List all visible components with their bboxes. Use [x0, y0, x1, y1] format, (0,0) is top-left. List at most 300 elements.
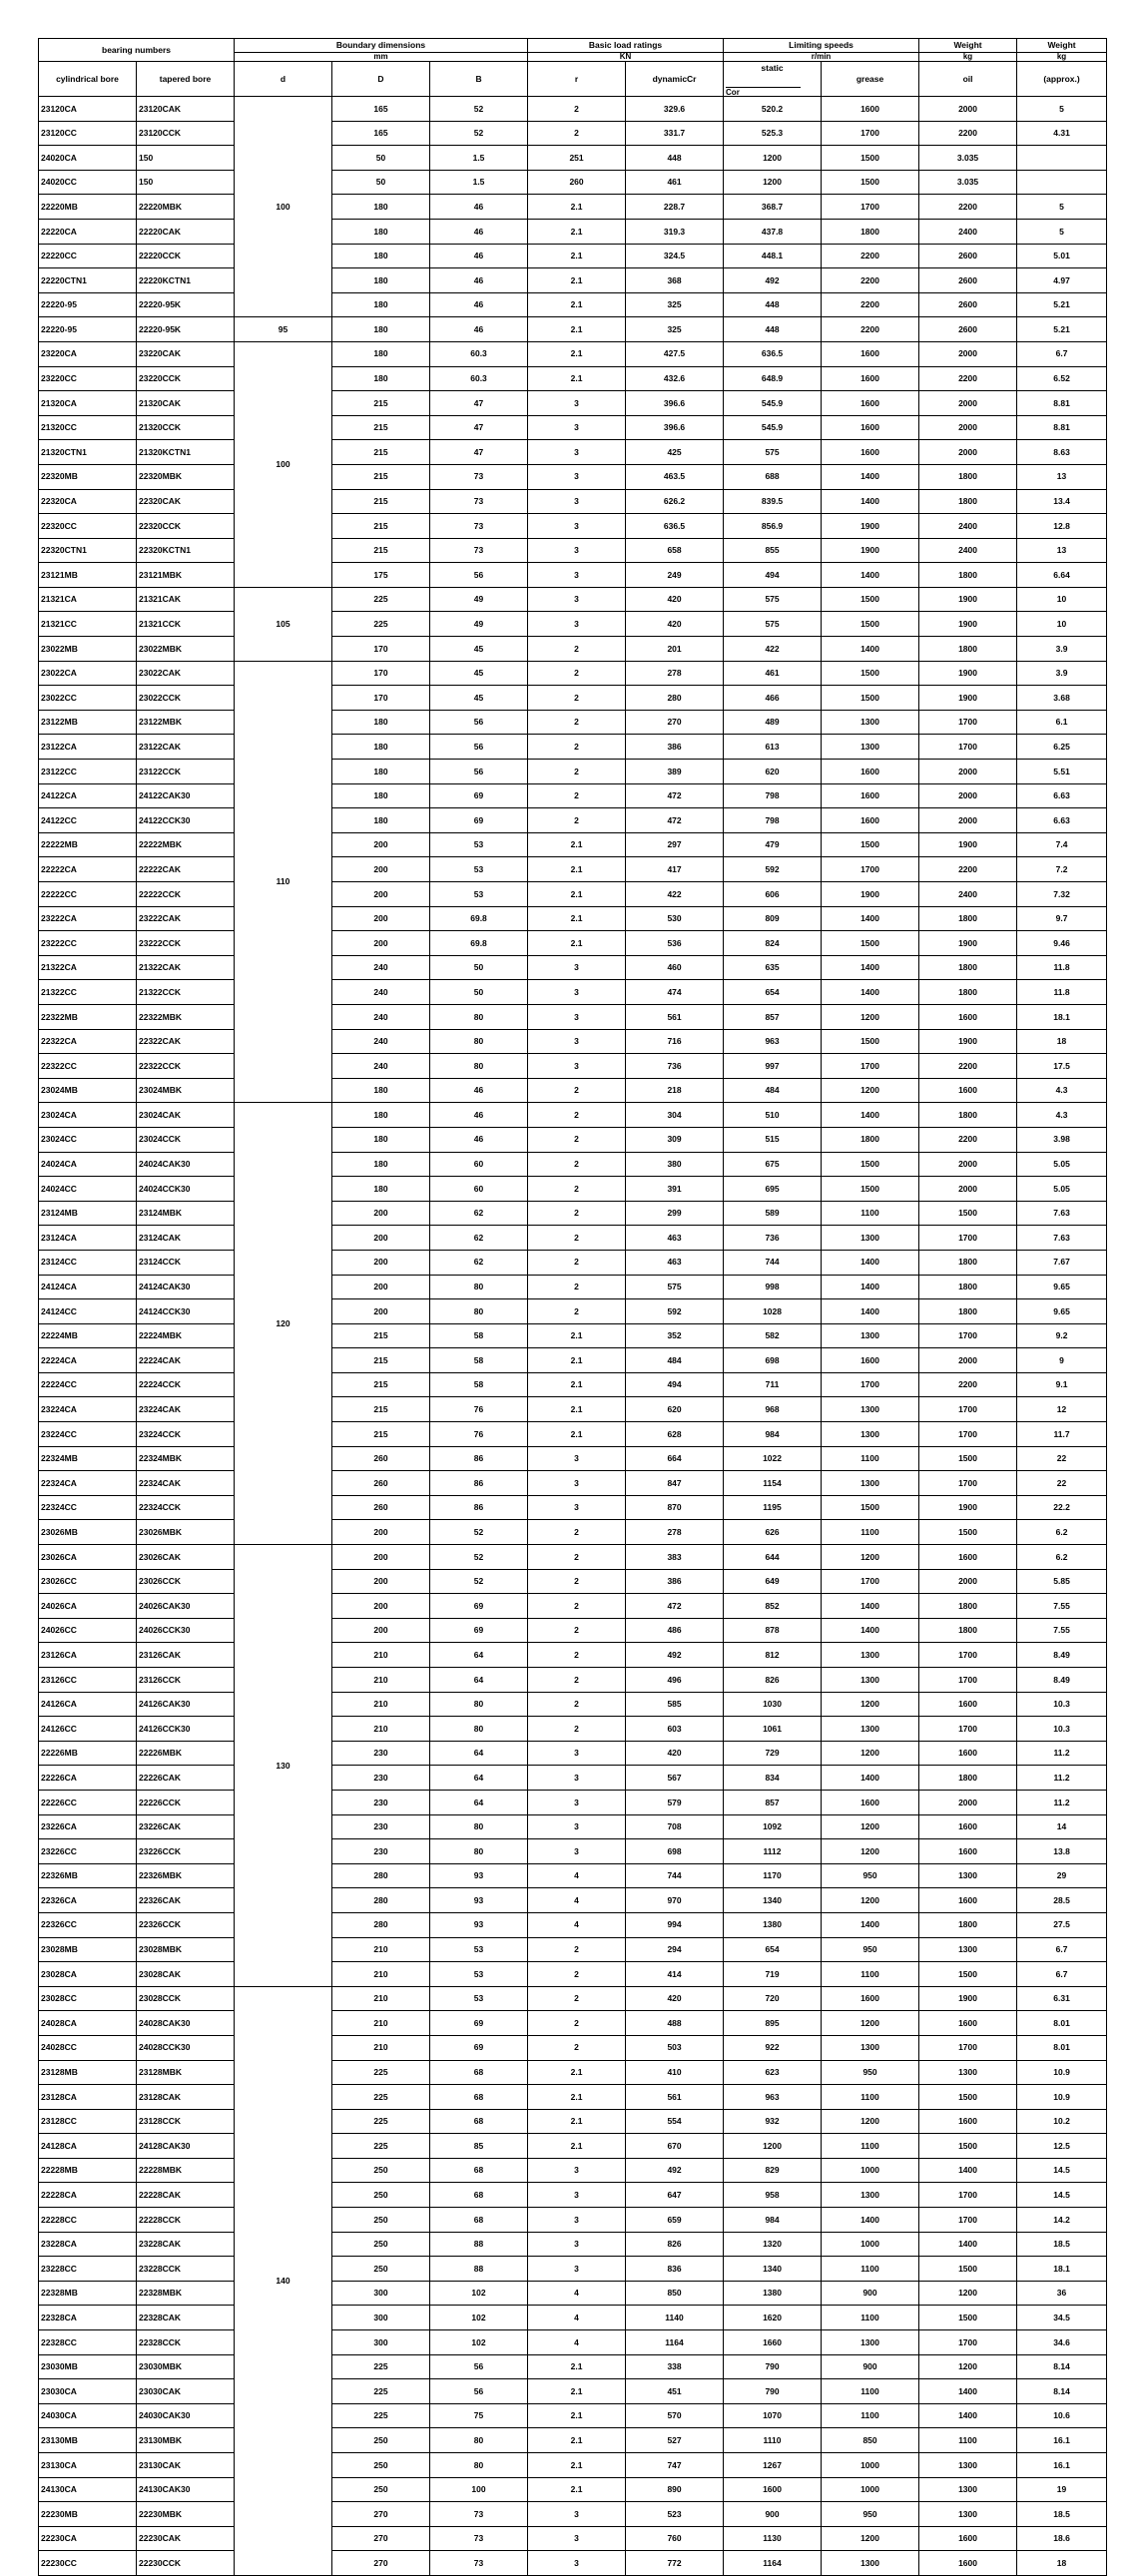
- cell-cylindrical-bore: 24026CC: [39, 1618, 137, 1643]
- cell-cylindrical-bore: 22224CA: [39, 1348, 137, 1373]
- table-row: [39, 2035, 1107, 2060]
- cell-r: 3: [528, 489, 626, 514]
- cell-r: 3: [528, 415, 626, 440]
- cell-dynamic-cr: 201: [626, 637, 724, 662]
- cell-dynamic-cr: 484: [626, 1348, 724, 1373]
- cell-dynamic-cr: 427.5: [626, 341, 724, 366]
- cell-grease: 1100: [822, 1446, 919, 1471]
- cell-weight: 9: [1017, 1348, 1107, 1373]
- cell-cylindrical-bore: 24028CC: [39, 2035, 137, 2060]
- cell-dynamic-cr: 228.7: [626, 195, 724, 220]
- cell-r: 4: [528, 2330, 626, 2355]
- cell-cylindrical-bore: 23120CA: [39, 97, 137, 122]
- cell-width: 53: [430, 857, 528, 882]
- table-row: [39, 2085, 1107, 2110]
- table-row: [39, 735, 1107, 760]
- cell-grease: 1200: [822, 1692, 919, 1717]
- cell-width: 46: [430, 219, 528, 244]
- cell-cylindrical-bore: 23126CA: [39, 1643, 137, 1668]
- cell-grease: 950: [822, 1863, 919, 1888]
- cell-grease: 850: [822, 2428, 919, 2453]
- cell-grease: 950: [822, 2060, 919, 2085]
- cell-dynamic-cr: 329.6: [626, 97, 724, 122]
- cell-width: 52: [430, 1569, 528, 1594]
- cell-outer-diameter: 200: [332, 1201, 430, 1226]
- cell-static-cor: 922: [724, 2035, 822, 2060]
- cell-width: 53: [430, 882, 528, 907]
- cell-dynamic-cr: 744: [626, 1863, 724, 1888]
- cell-cylindrical-bore: 22324CC: [39, 1495, 137, 1520]
- cell-dynamic-cr: 331.7: [626, 121, 724, 146]
- cell-static-cor: 1340: [724, 2257, 822, 2282]
- cell-dynamic-cr: 294: [626, 1937, 724, 1962]
- cell-cylindrical-bore: 22322MB: [39, 1004, 137, 1029]
- cell-tapered-bore: 23030MBK: [137, 2354, 235, 2379]
- cell-outer-diameter: 230: [332, 1814, 430, 1839]
- cell-r: 2: [528, 2035, 626, 2060]
- cell-static-cor: 1195: [724, 1495, 822, 1520]
- cell-dynamic-cr: 472: [626, 808, 724, 833]
- cell-grease: 1600: [822, 1790, 919, 1814]
- cell-weight: 6.2: [1017, 1520, 1107, 1545]
- unit-rpm: r/min: [724, 53, 919, 62]
- cell-width: 76: [430, 1397, 528, 1422]
- table-row: [39, 1741, 1107, 1766]
- cell-oil: 2000: [919, 440, 1017, 465]
- cell-r: 2.1: [528, 366, 626, 391]
- cell-oil: 1800: [919, 955, 1017, 980]
- cell-width: 49: [430, 587, 528, 612]
- table-row: [39, 1299, 1107, 1324]
- cell-dynamic-cr: 870: [626, 1495, 724, 1520]
- cell-grease: 1800: [822, 1127, 919, 1152]
- cell-r: 2: [528, 1545, 626, 1570]
- table-row: [39, 1888, 1107, 1913]
- table-header: [39, 39, 1107, 97]
- cell-dynamic-cr: 368: [626, 268, 724, 293]
- table-row: [39, 710, 1107, 735]
- table-row: [39, 2306, 1107, 2330]
- cell-tapered-bore: 24128CAK30: [137, 2134, 235, 2159]
- cell-dynamic-cr: 474: [626, 980, 724, 1005]
- cell-static-cor: 809: [724, 906, 822, 931]
- cell-dynamic-cr: 536: [626, 931, 724, 956]
- cell-width: 49: [430, 612, 528, 637]
- cell-r: 4: [528, 2281, 626, 2306]
- cell-r: 2.1: [528, 2060, 626, 2085]
- cell-r: 2: [528, 1275, 626, 1299]
- table-row: [39, 1937, 1107, 1962]
- cell-r: 2: [528, 686, 626, 711]
- cell-cylindrical-bore: 22220CTN1: [39, 268, 137, 293]
- cell-tapered-bore: 22324CCK: [137, 1495, 235, 1520]
- cell-r: 2: [528, 1103, 626, 1128]
- cell-static-cor: 824: [724, 931, 822, 956]
- cell-dynamic-cr: 297: [626, 832, 724, 857]
- table-row: [39, 2379, 1107, 2404]
- cell-r: 2: [528, 1594, 626, 1619]
- cell-cylindrical-bore: 21320CA: [39, 391, 137, 416]
- cell-dynamic-cr: 278: [626, 661, 724, 686]
- unit-kg-2: kg: [1017, 53, 1107, 62]
- cell-grease: 1400: [822, 1618, 919, 1643]
- cell-grease: 1200: [822, 1839, 919, 1864]
- cell-oil: 1700: [919, 1226, 1017, 1251]
- cell-width: 60: [430, 1177, 528, 1202]
- cell-grease: 1500: [822, 1495, 919, 1520]
- bearing-spec-sheet: [38, 38, 1106, 2576]
- cell-cylindrical-bore: 23030MB: [39, 2354, 137, 2379]
- cell-dynamic-cr: 280: [626, 686, 724, 711]
- cell-r: 2: [528, 735, 626, 760]
- cell-cylindrical-bore: 22220-95: [39, 317, 137, 342]
- cell-grease: 1200: [822, 1545, 919, 1570]
- cell-grease: 1700: [822, 1372, 919, 1397]
- cell-width: 53: [430, 832, 528, 857]
- cell-tapered-bore: 22226MBK: [137, 1741, 235, 1766]
- cell-tapered-bore: 23224CCK: [137, 1422, 235, 1447]
- cell-r: 3: [528, 1790, 626, 1814]
- cell-static-cor: 968: [724, 1397, 822, 1422]
- cell-r: 3: [528, 1054, 626, 1079]
- cell-static-cor: 958: [724, 2183, 822, 2208]
- cell-dynamic-cr: 494: [626, 1372, 724, 1397]
- table-row: [39, 1717, 1107, 1742]
- table-row: [39, 2453, 1107, 2478]
- cell-dynamic-cr: 432.6: [626, 366, 724, 391]
- cell-oil: 1700: [919, 735, 1017, 760]
- cell-weight: 34.5: [1017, 2306, 1107, 2330]
- cell-weight: 3.9: [1017, 637, 1107, 662]
- cell-outer-diameter: 260: [332, 1495, 430, 1520]
- cell-r: 2.1: [528, 195, 626, 220]
- cell-tapered-bore: 22326CAK: [137, 1888, 235, 1913]
- cell-weight: 6.63: [1017, 783, 1107, 808]
- cell-outer-diameter: 230: [332, 1741, 430, 1766]
- cell-oil: 2000: [919, 391, 1017, 416]
- cell-grease: 1300: [822, 1422, 919, 1447]
- cell-tapered-bore: 23122CCK: [137, 760, 235, 784]
- cell-cylindrical-bore: 22328MB: [39, 2281, 137, 2306]
- cell-r: 251: [528, 146, 626, 171]
- table-row: [39, 1177, 1107, 1202]
- cell-oil: 1700: [919, 2183, 1017, 2208]
- cell-weight: 10.3: [1017, 1717, 1107, 1742]
- cell-dynamic-cr: 636.5: [626, 514, 724, 539]
- cell-r: 3: [528, 538, 626, 563]
- header-bearing-numbers: bearing numbers: [39, 39, 235, 62]
- cell-tapered-bore: 24122CAK30: [137, 783, 235, 808]
- cell-weight: 13: [1017, 538, 1107, 563]
- cell-width: 53: [430, 1986, 528, 2011]
- cell-grease: 1000: [822, 2158, 919, 2183]
- cell-width: 60.3: [430, 366, 528, 391]
- table-row: [39, 1790, 1107, 1814]
- cell-cylindrical-bore: 24024CC: [39, 1177, 137, 1202]
- cell-cylindrical-bore: 23124MB: [39, 1201, 137, 1226]
- cell-static-cor: 720: [724, 1986, 822, 2011]
- cell-tapered-bore: 23128CCK: [137, 2109, 235, 2134]
- cell-width: 68: [430, 2183, 528, 2208]
- cell-weight: 18.5: [1017, 2502, 1107, 2527]
- cell-r: 2: [528, 1127, 626, 1152]
- cell-tapered-bore: 23022CCK: [137, 686, 235, 711]
- cell-cylindrical-bore: 23120CC: [39, 121, 137, 146]
- cell-width: 62: [430, 1250, 528, 1275]
- cell-grease: 1700: [822, 121, 919, 146]
- cell-outer-diameter: 180: [332, 317, 430, 342]
- cell-oil: 3.035: [919, 146, 1017, 171]
- cell-grease: 1500: [822, 170, 919, 195]
- cell-dynamic-cr: 747: [626, 2453, 724, 2478]
- table-row: [39, 2232, 1107, 2257]
- cell-grease: 1400: [822, 1103, 919, 1128]
- cell-outer-diameter: 180: [332, 1103, 430, 1128]
- cell-r: 3: [528, 464, 626, 489]
- cell-width: 80: [430, 1839, 528, 1864]
- cell-tapered-bore: 22230CCK: [137, 2551, 235, 2576]
- cell-width: 46: [430, 1078, 528, 1103]
- cell-static-cor: 1620: [724, 2306, 822, 2330]
- cell-cylindrical-bore: 23224CC: [39, 1422, 137, 1447]
- table-row: [39, 955, 1107, 980]
- cell-cylindrical-bore: 23022MB: [39, 637, 137, 662]
- cell-oil: 1600: [919, 1078, 1017, 1103]
- cell-weight: 6.52: [1017, 366, 1107, 391]
- cell-cylindrical-bore: 22322CA: [39, 1029, 137, 1054]
- cell-weight: 7.55: [1017, 1594, 1107, 1619]
- cell-tapered-bore: 23024CAK: [137, 1103, 235, 1128]
- cell-outer-diameter: 215: [332, 538, 430, 563]
- cell-tapered-bore: 150: [137, 146, 235, 171]
- cell-tapered-bore: 22328MBK: [137, 2281, 235, 2306]
- cell-outer-diameter: 225: [332, 2060, 430, 2085]
- cell-weight: 16.1: [1017, 2453, 1107, 2478]
- cell-outer-diameter: 210: [332, 1717, 430, 1742]
- cell-bore-d: 110: [235, 661, 332, 1103]
- cell-tapered-bore: 21320CCK: [137, 415, 235, 440]
- cell-cylindrical-bore: 24020CC: [39, 170, 137, 195]
- cell-weight: 14: [1017, 1814, 1107, 1839]
- cell-outer-diameter: 250: [332, 2257, 430, 2282]
- cell-outer-diameter: 200: [332, 906, 430, 931]
- cell-tapered-bore: 23228CAK: [137, 2232, 235, 2257]
- cell-grease: 1400: [822, 1299, 919, 1324]
- cell-static-cor: 489: [724, 710, 822, 735]
- cell-weight: 6.7: [1017, 1937, 1107, 1962]
- cell-grease: 1600: [822, 1986, 919, 2011]
- table-row: [39, 2134, 1107, 2159]
- cell-static-cor: 520.2: [724, 97, 822, 122]
- cell-grease: 1900: [822, 514, 919, 539]
- cell-oil: 1500: [919, 1446, 1017, 1471]
- cell-r: 2.1: [528, 882, 626, 907]
- col-cylindrical-bore: cylindrical bore: [39, 62, 137, 97]
- cell-static-cor: 857: [724, 1004, 822, 1029]
- cell-grease: 1500: [822, 661, 919, 686]
- cell-r: 3: [528, 1814, 626, 1839]
- cell-outer-diameter: 215: [332, 1372, 430, 1397]
- cell-weight: 7.4: [1017, 832, 1107, 857]
- cell-width: 102: [430, 2330, 528, 2355]
- cell-static-cor: 1200: [724, 2134, 822, 2159]
- cell-oil: 1700: [919, 2035, 1017, 2060]
- cell-dynamic-cr: 451: [626, 2379, 724, 2404]
- table-row: [39, 1766, 1107, 1791]
- cell-cylindrical-bore: 23130CA: [39, 2453, 137, 2478]
- cell-cylindrical-bore: 23024CA: [39, 1103, 137, 1128]
- cell-cylindrical-bore: 21320CTN1: [39, 440, 137, 465]
- cell-r: 2.1: [528, 317, 626, 342]
- cell-grease: 1200: [822, 1888, 919, 1913]
- cell-weight: 5.05: [1017, 1177, 1107, 1202]
- cell-static-cor: 575: [724, 440, 822, 465]
- table-row: [39, 440, 1107, 465]
- cell-oil: 1900: [919, 587, 1017, 612]
- cell-tapered-bore: 22230MBK: [137, 2502, 235, 2527]
- cell-grease: 1300: [822, 1226, 919, 1251]
- cell-static-cor: 635: [724, 955, 822, 980]
- cell-r: 2: [528, 1152, 626, 1177]
- cell-outer-diameter: 230: [332, 1790, 430, 1814]
- cell-cylindrical-bore: 23220CA: [39, 341, 137, 366]
- cell-r: 2: [528, 1937, 626, 1962]
- cell-outer-diameter: 200: [332, 1545, 430, 1570]
- cell-oil: 1700: [919, 1471, 1017, 1496]
- cell-tapered-bore: 22328CCK: [137, 2330, 235, 2355]
- cell-width: 75: [430, 2403, 528, 2428]
- cell-oil: 1900: [919, 931, 1017, 956]
- cell-r: 2: [528, 661, 626, 686]
- cell-outer-diameter: 250: [332, 2428, 430, 2453]
- cell-oil: 2600: [919, 244, 1017, 268]
- cell-static-cor: 900: [724, 2502, 822, 2527]
- cell-oil: 2200: [919, 195, 1017, 220]
- cell-grease: 900: [822, 2354, 919, 2379]
- cell-static-cor: 494: [724, 563, 822, 588]
- table-row: [39, 2257, 1107, 2282]
- cell-outer-diameter: 240: [332, 1029, 430, 1054]
- cell-grease: 1600: [822, 415, 919, 440]
- cell-dynamic-cr: 396.6: [626, 391, 724, 416]
- cell-oil: 1500: [919, 2085, 1017, 2110]
- cell-static-cor: 1112: [724, 1839, 822, 1864]
- cell-outer-diameter: 215: [332, 440, 430, 465]
- cell-outer-diameter: 240: [332, 955, 430, 980]
- cell-cylindrical-bore: 22226MB: [39, 1741, 137, 1766]
- cell-r: 2.1: [528, 2134, 626, 2159]
- table-row: [39, 1029, 1107, 1054]
- cell-weight: 10: [1017, 612, 1107, 637]
- cell-r: 3: [528, 2526, 626, 2551]
- table-row: [39, 1250, 1107, 1275]
- cell-static-cor: 855: [724, 538, 822, 563]
- cell-width: 46: [430, 1103, 528, 1128]
- cell-static-cor: 984: [724, 1422, 822, 1447]
- cell-dynamic-cr: 380: [626, 1152, 724, 1177]
- cell-width: 50: [430, 980, 528, 1005]
- cell-tapered-bore: 24024CCK30: [137, 1177, 235, 1202]
- cell-width: 69.8: [430, 931, 528, 956]
- cell-oil: 3.035: [919, 170, 1017, 195]
- cell-outer-diameter: 180: [332, 292, 430, 317]
- cell-static-cor: 422: [724, 637, 822, 662]
- cell-outer-diameter: 225: [332, 2403, 430, 2428]
- cell-oil: 1800: [919, 1594, 1017, 1619]
- cell-outer-diameter: 225: [332, 2134, 430, 2159]
- cell-oil: 2400: [919, 219, 1017, 244]
- cell-outer-diameter: 250: [332, 2453, 430, 2478]
- cell-weight: 6.1: [1017, 710, 1107, 735]
- table-row: [39, 2330, 1107, 2355]
- cell-oil: 1500: [919, 1201, 1017, 1226]
- cell-dynamic-cr: 425: [626, 440, 724, 465]
- cell-outer-diameter: 240: [332, 1054, 430, 1079]
- cell-oil: 1900: [919, 1986, 1017, 2011]
- cell-oil: 1800: [919, 906, 1017, 931]
- cell-width: 64: [430, 1643, 528, 1668]
- cell-grease: 1100: [822, 2306, 919, 2330]
- cell-dynamic-cr: 603: [626, 1717, 724, 1742]
- cell-dynamic-cr: 772: [626, 2551, 724, 2576]
- cell-static-cor: 1092: [724, 1814, 822, 1839]
- cell-r: 2: [528, 1078, 626, 1103]
- cell-cylindrical-bore: 22320CTN1: [39, 538, 137, 563]
- cell-outer-diameter: 180: [332, 1127, 430, 1152]
- cell-width: 68: [430, 2158, 528, 2183]
- cell-outer-diameter: 210: [332, 2035, 430, 2060]
- cell-tapered-bore: 23124MBK: [137, 1201, 235, 1226]
- cell-weight: 18: [1017, 2551, 1107, 2576]
- cell-oil: 1600: [919, 2109, 1017, 2134]
- cell-tapered-bore: 23226CAK: [137, 1814, 235, 1839]
- cell-weight: 19: [1017, 2477, 1107, 2502]
- cell-width: 86: [430, 1495, 528, 1520]
- cell-dynamic-cr: 383: [626, 1545, 724, 1570]
- cell-weight: 11.2: [1017, 1741, 1107, 1766]
- cell-weight: 11.8: [1017, 955, 1107, 980]
- cell-static-cor: 719: [724, 1962, 822, 1987]
- cell-weight: 5.51: [1017, 760, 1107, 784]
- cell-grease: 1100: [822, 1520, 919, 1545]
- cell-cylindrical-bore: 22326CC: [39, 1912, 137, 1937]
- cell-grease: 1100: [822, 2085, 919, 2110]
- table-row: [39, 489, 1107, 514]
- cell-r: 3: [528, 2257, 626, 2282]
- cell-oil: 2200: [919, 857, 1017, 882]
- cell-dynamic-cr: 1164: [626, 2330, 724, 2355]
- cell-r: 2: [528, 1201, 626, 1226]
- cell-tapered-bore: 23220CCK: [137, 366, 235, 391]
- cell-bore-d: 140: [235, 1986, 332, 2575]
- cell-r: 2: [528, 1668, 626, 1693]
- cell-width: 73: [430, 2526, 528, 2551]
- cell-cylindrical-bore: 22228MB: [39, 2158, 137, 2183]
- cell-oil: 2000: [919, 97, 1017, 122]
- cell-dynamic-cr: 620: [626, 1397, 724, 1422]
- cell-r: 3: [528, 514, 626, 539]
- cell-cylindrical-bore: 23028MB: [39, 1937, 137, 1962]
- cell-weight: 5: [1017, 97, 1107, 122]
- cell-oil: 2200: [919, 1372, 1017, 1397]
- cell-static-cor: 589: [724, 1201, 822, 1226]
- cell-width: 88: [430, 2232, 528, 2257]
- cell-r: 2.1: [528, 292, 626, 317]
- cell-grease: 1400: [822, 980, 919, 1005]
- cell-static-cor: 711: [724, 1372, 822, 1397]
- cell-outer-diameter: 225: [332, 2354, 430, 2379]
- cell-cylindrical-bore: 23128CC: [39, 2109, 137, 2134]
